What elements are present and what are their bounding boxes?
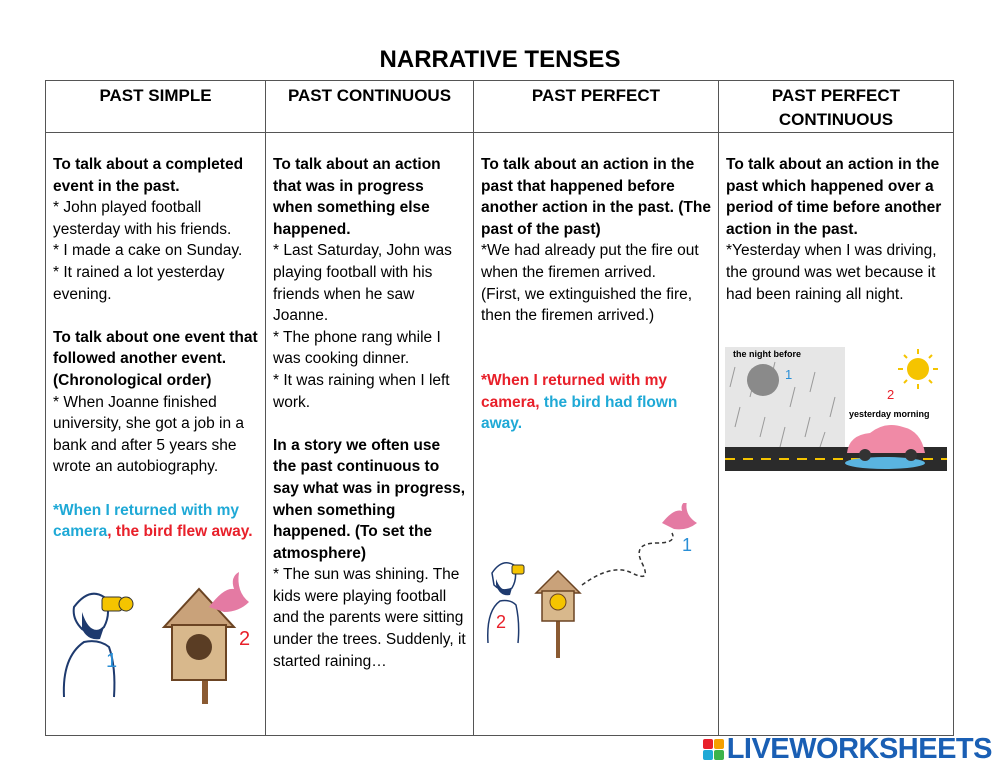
number-2-label: 2: [239, 628, 251, 650]
use-over-period: To talk about an action in the past which happened over a period of time before another action in the past.: [726, 156, 942, 238]
label-night-before: the night before: [733, 349, 801, 359]
example-text: * The phone rang while I was cooking dinner.: [273, 328, 441, 368]
use-in-progress: To talk about an action that was in progress when something else happened.: [273, 156, 441, 238]
header-past-continuous: PAST CONTINUOUS: [266, 81, 474, 133]
liveworksheets-logo: [703, 733, 992, 766]
logo-text: LIVEWORKSHEETS: [726, 733, 992, 765]
example-text: * When Joanne finished university, she got a job in a bank and after 5 years she wrote an autobiography.: [53, 393, 244, 476]
moon-icon: [747, 364, 779, 396]
label-yesterday-morning: yesterday morning: [849, 409, 930, 419]
flight-path: [582, 533, 673, 585]
number-1-label: 1: [106, 650, 118, 672]
header-past-simple: PAST SIMPLE: [46, 81, 266, 133]
cell-past-continuous: [266, 133, 474, 736]
tenses-table: [45, 80, 954, 736]
header-row: [46, 81, 954, 133]
header-past-perfect: PAST PERFECT: [474, 81, 719, 133]
use-past-of-past: To talk about an action in the past that happened before another action in the past. (The past of the past): [481, 156, 711, 238]
example-text: * I made a cake on Sunday.: [53, 242, 243, 260]
use-atmosphere: In a story we often use the past continuous to say what was in progress, when something happened. (To set the atmosphere): [273, 436, 466, 562]
example-text: * It rained a lot yesterday evening.: [53, 263, 225, 303]
number-2-label: 2: [887, 387, 895, 402]
highlight-red: *When I returned with my camera,: [481, 371, 668, 411]
example-text: * The sun was shining. The kids were playing football and the parents were sitting under the trees. Suddenly, it started raining…: [273, 566, 466, 670]
use-completed-event: To talk about a completed event in the past.: [53, 156, 244, 195]
example-text: *We had already put the fire out when the firemen arrived.: [481, 242, 699, 281]
cell-past-perfect: [474, 133, 719, 736]
example-text: * It was raining when I left work.: [273, 371, 450, 411]
bird-icon: [662, 503, 697, 529]
cell-past-simple: [46, 133, 266, 736]
example-text: *Yesterday when I was driving, the ground was wet because it had been raining all night.: [726, 242, 937, 303]
worksheet-title: NARRATIVE TENSES: [379, 46, 621, 73]
number-1-label: 1: [682, 535, 693, 555]
rain-sun-car-illustration: [725, 347, 949, 481]
example-text: (First, we extinguished the fire, then the firemen arrived.): [481, 285, 693, 325]
highlight-sentence: [53, 500, 259, 543]
man-icon: [64, 594, 133, 697]
use-chronological: To talk about one event that followed another event. (Chronological order): [53, 328, 258, 389]
highlight-sentence: [481, 370, 712, 435]
example-text: * John played football yesterday with his friends.: [53, 199, 232, 238]
man-birdhouse-flying-bird-illustration: [482, 503, 712, 663]
man-birdhouse-illustration: [54, 567, 254, 707]
sun-icon: [898, 349, 938, 389]
cell-past-perfect-continuous: [719, 133, 954, 736]
bird-icon: [209, 572, 249, 612]
header-past-perfect-continuous: PAST PERFECT CONTINUOUS: [719, 81, 954, 133]
number-2-label: 2: [496, 612, 507, 632]
birdhouse-icon: [536, 571, 580, 658]
highlight-blue: *When I returned with my camera: [53, 501, 240, 541]
logo-mark-icon: [703, 739, 724, 760]
content-row: [46, 133, 954, 736]
example-text: * Last Saturday, John was playing football with his friends when he saw Joanne.: [273, 242, 452, 325]
highlight-red: , the bird flew away.: [107, 523, 253, 541]
number-1-label: 1: [785, 367, 793, 382]
highlight-blue: the bird had flown away.: [481, 393, 678, 433]
